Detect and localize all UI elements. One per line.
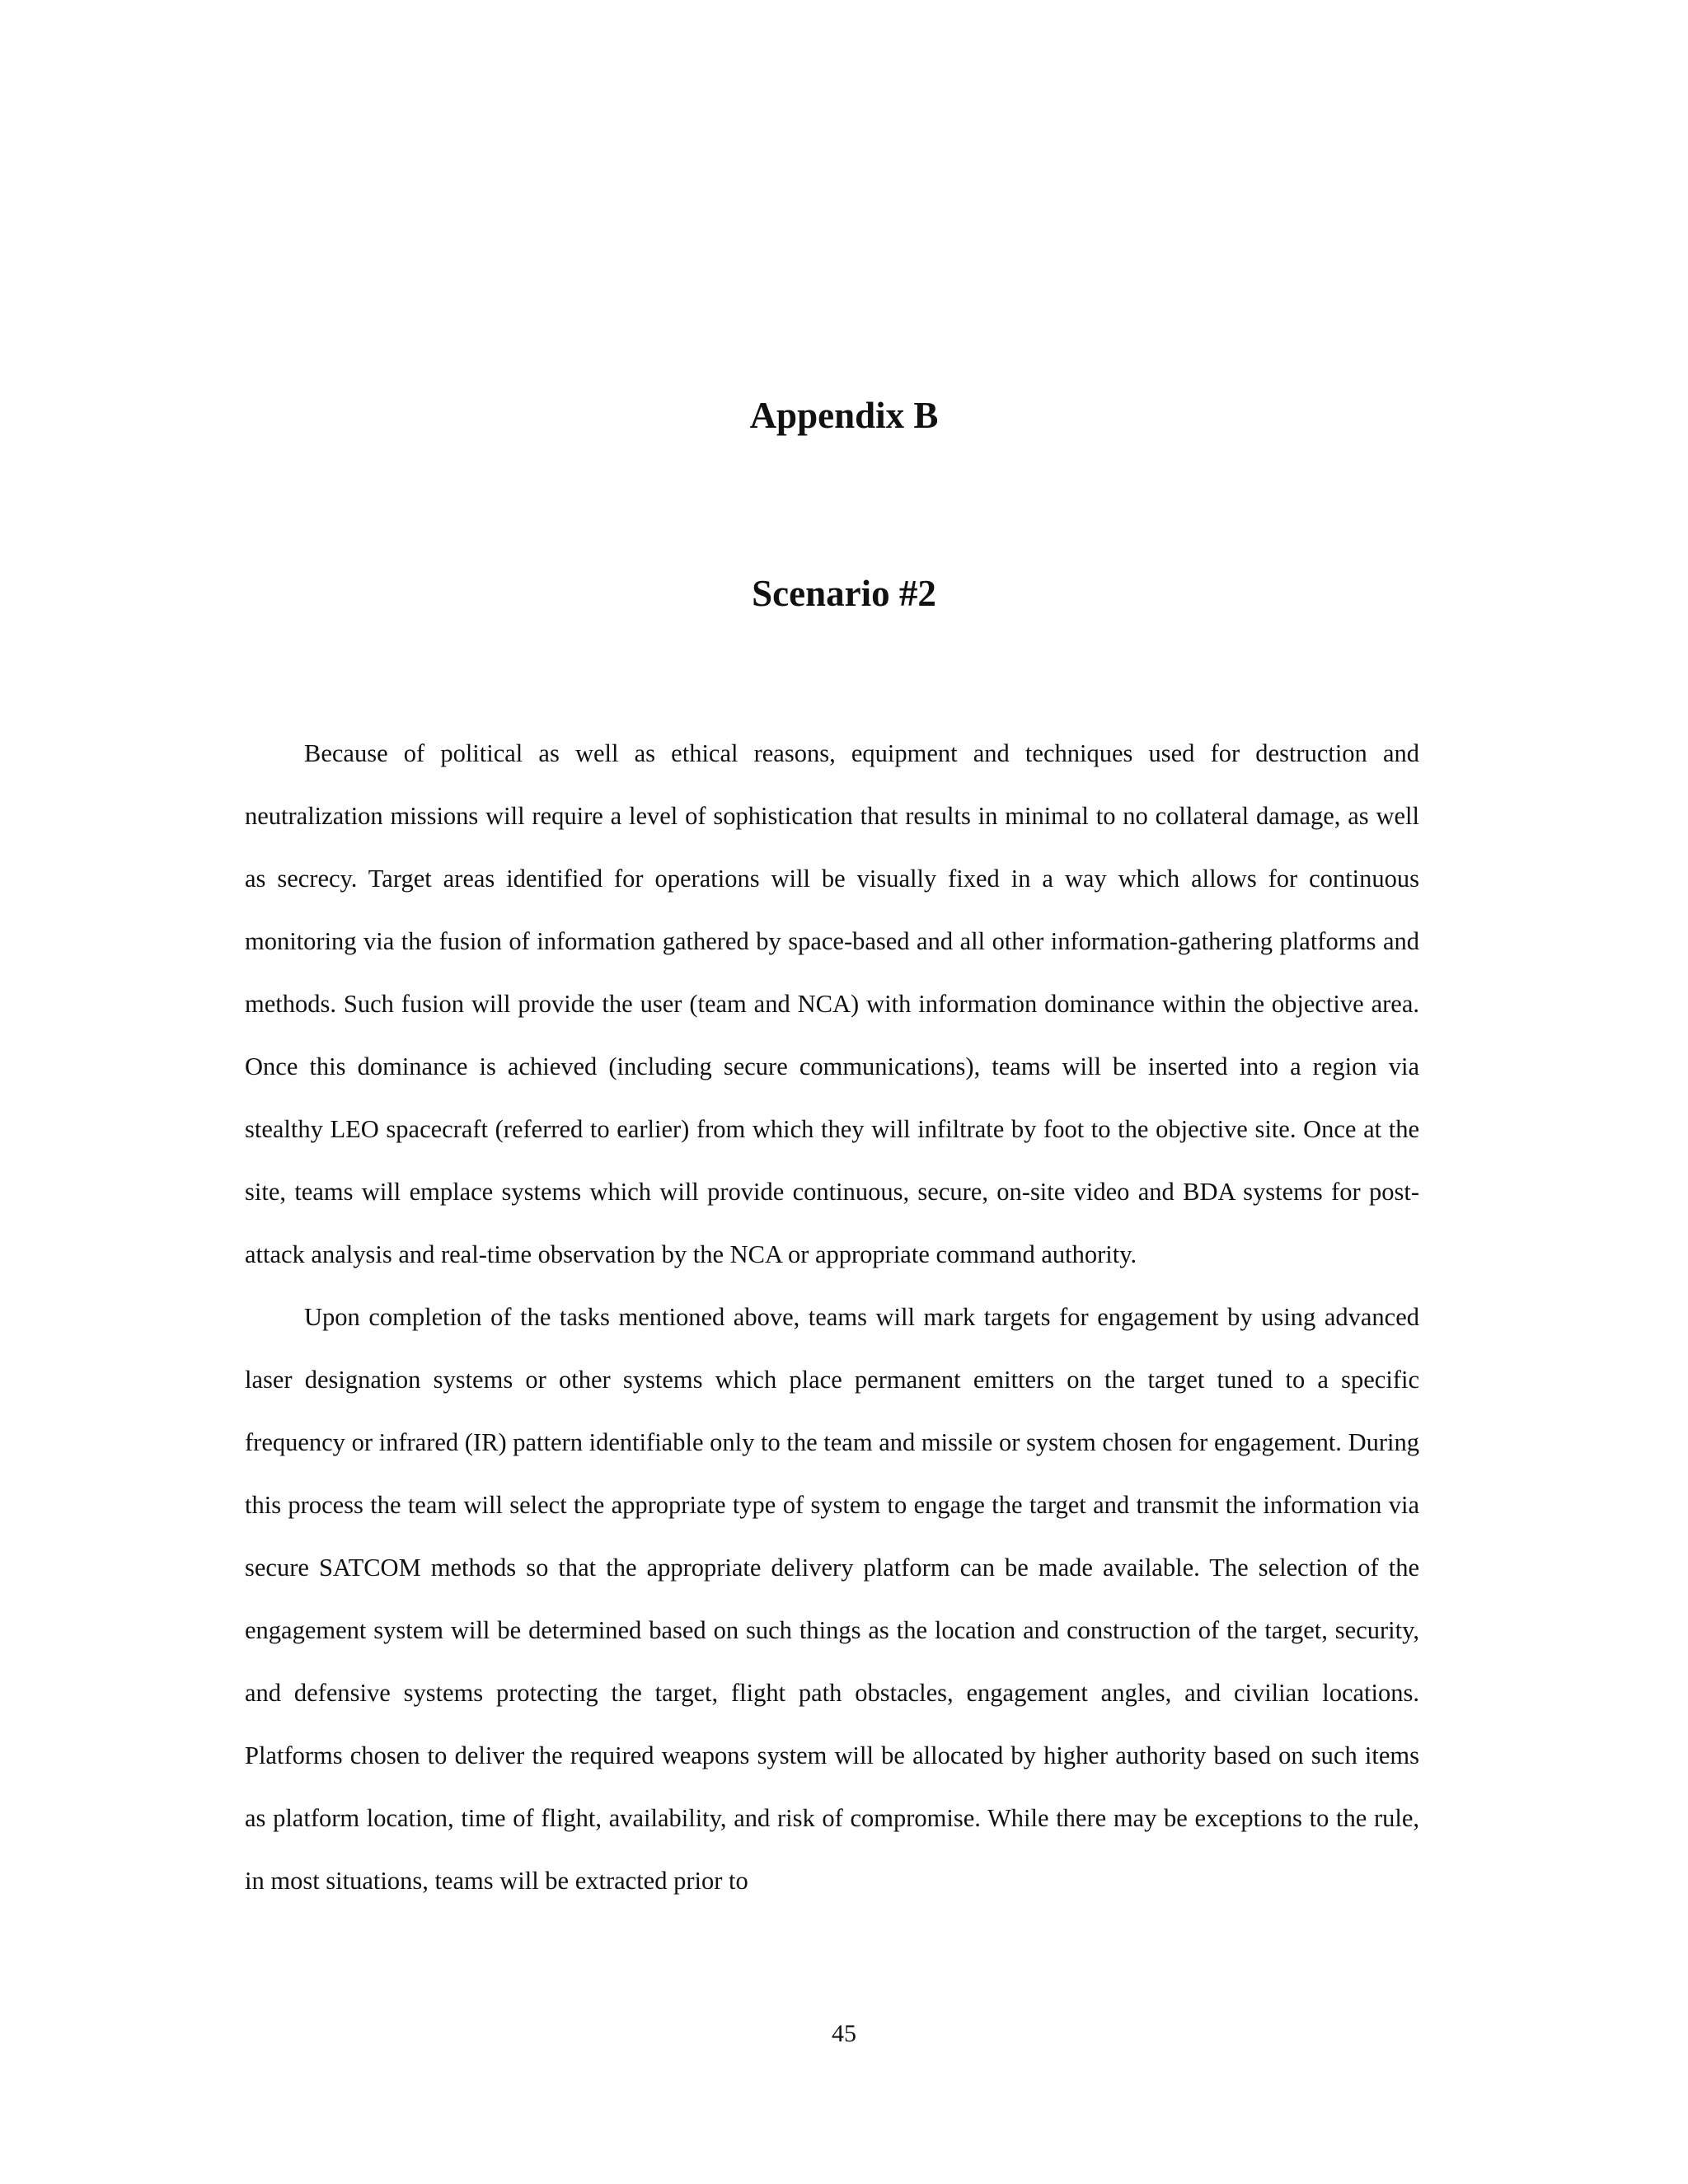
paragraph-1: Because of political as well as ethical reasons, equipment and techniques used for destruction and neutralization missions will require a level of sophistication that results in minimal to no collateral damage, as well as secrecy. Target areas identified for operations will be visually fixed in a way which allows for continuous monitoring via the fusion of information gathered by space-based and all other information-gathering platforms and methods. Such fusion will provide the user (team and NCA) with information dominance within the objective area. Once this dominance is achieved (including secure communications), teams will be inserted into a region via stealthy LEO spacecraft (referred to earlier) from which they will infiltrate by foot to the objective site. Once at the site, teams will emplace systems which will provide continuous, secure, on-site video and BDA systems for post-attack analysis and real-time observation by the NCA or appropriate command authority. [245,739,1419,1268]
scenario-title: Scenario #2 [752,573,936,614]
appendix-title: Appendix B [749,395,939,436]
body-text [245,722,1419,1912]
paragraph-2: Upon completion of the tasks mentioned above, teams will mark targets for engagement by using advanced laser designation systems or other systems which place permanent emitters on the target tuned to a specific frequency or infrared (IR) pattern identifiable only to the team and missile or system chosen for engagement. During this process the team will select the appropriate type of system to engage the target and transmit the information via secure SATCOM methods so that the appropriate delivery platform can be made available. The selection of the engagement system will be determined based on such things as the location and construction of the target, security, and defensive systems protecting the target, flight path obstacles, engagement angles, and civilian locations. Platforms chosen to deliver the required weapons system will be allocated by higher authority based on such items as platform location, time of flight, availability, and risk of compromise. While there may be exceptions to the rule, in most situations, teams will be extracted prior to [245,1303,1419,1895]
page-number: 45 [832,2020,856,2047]
